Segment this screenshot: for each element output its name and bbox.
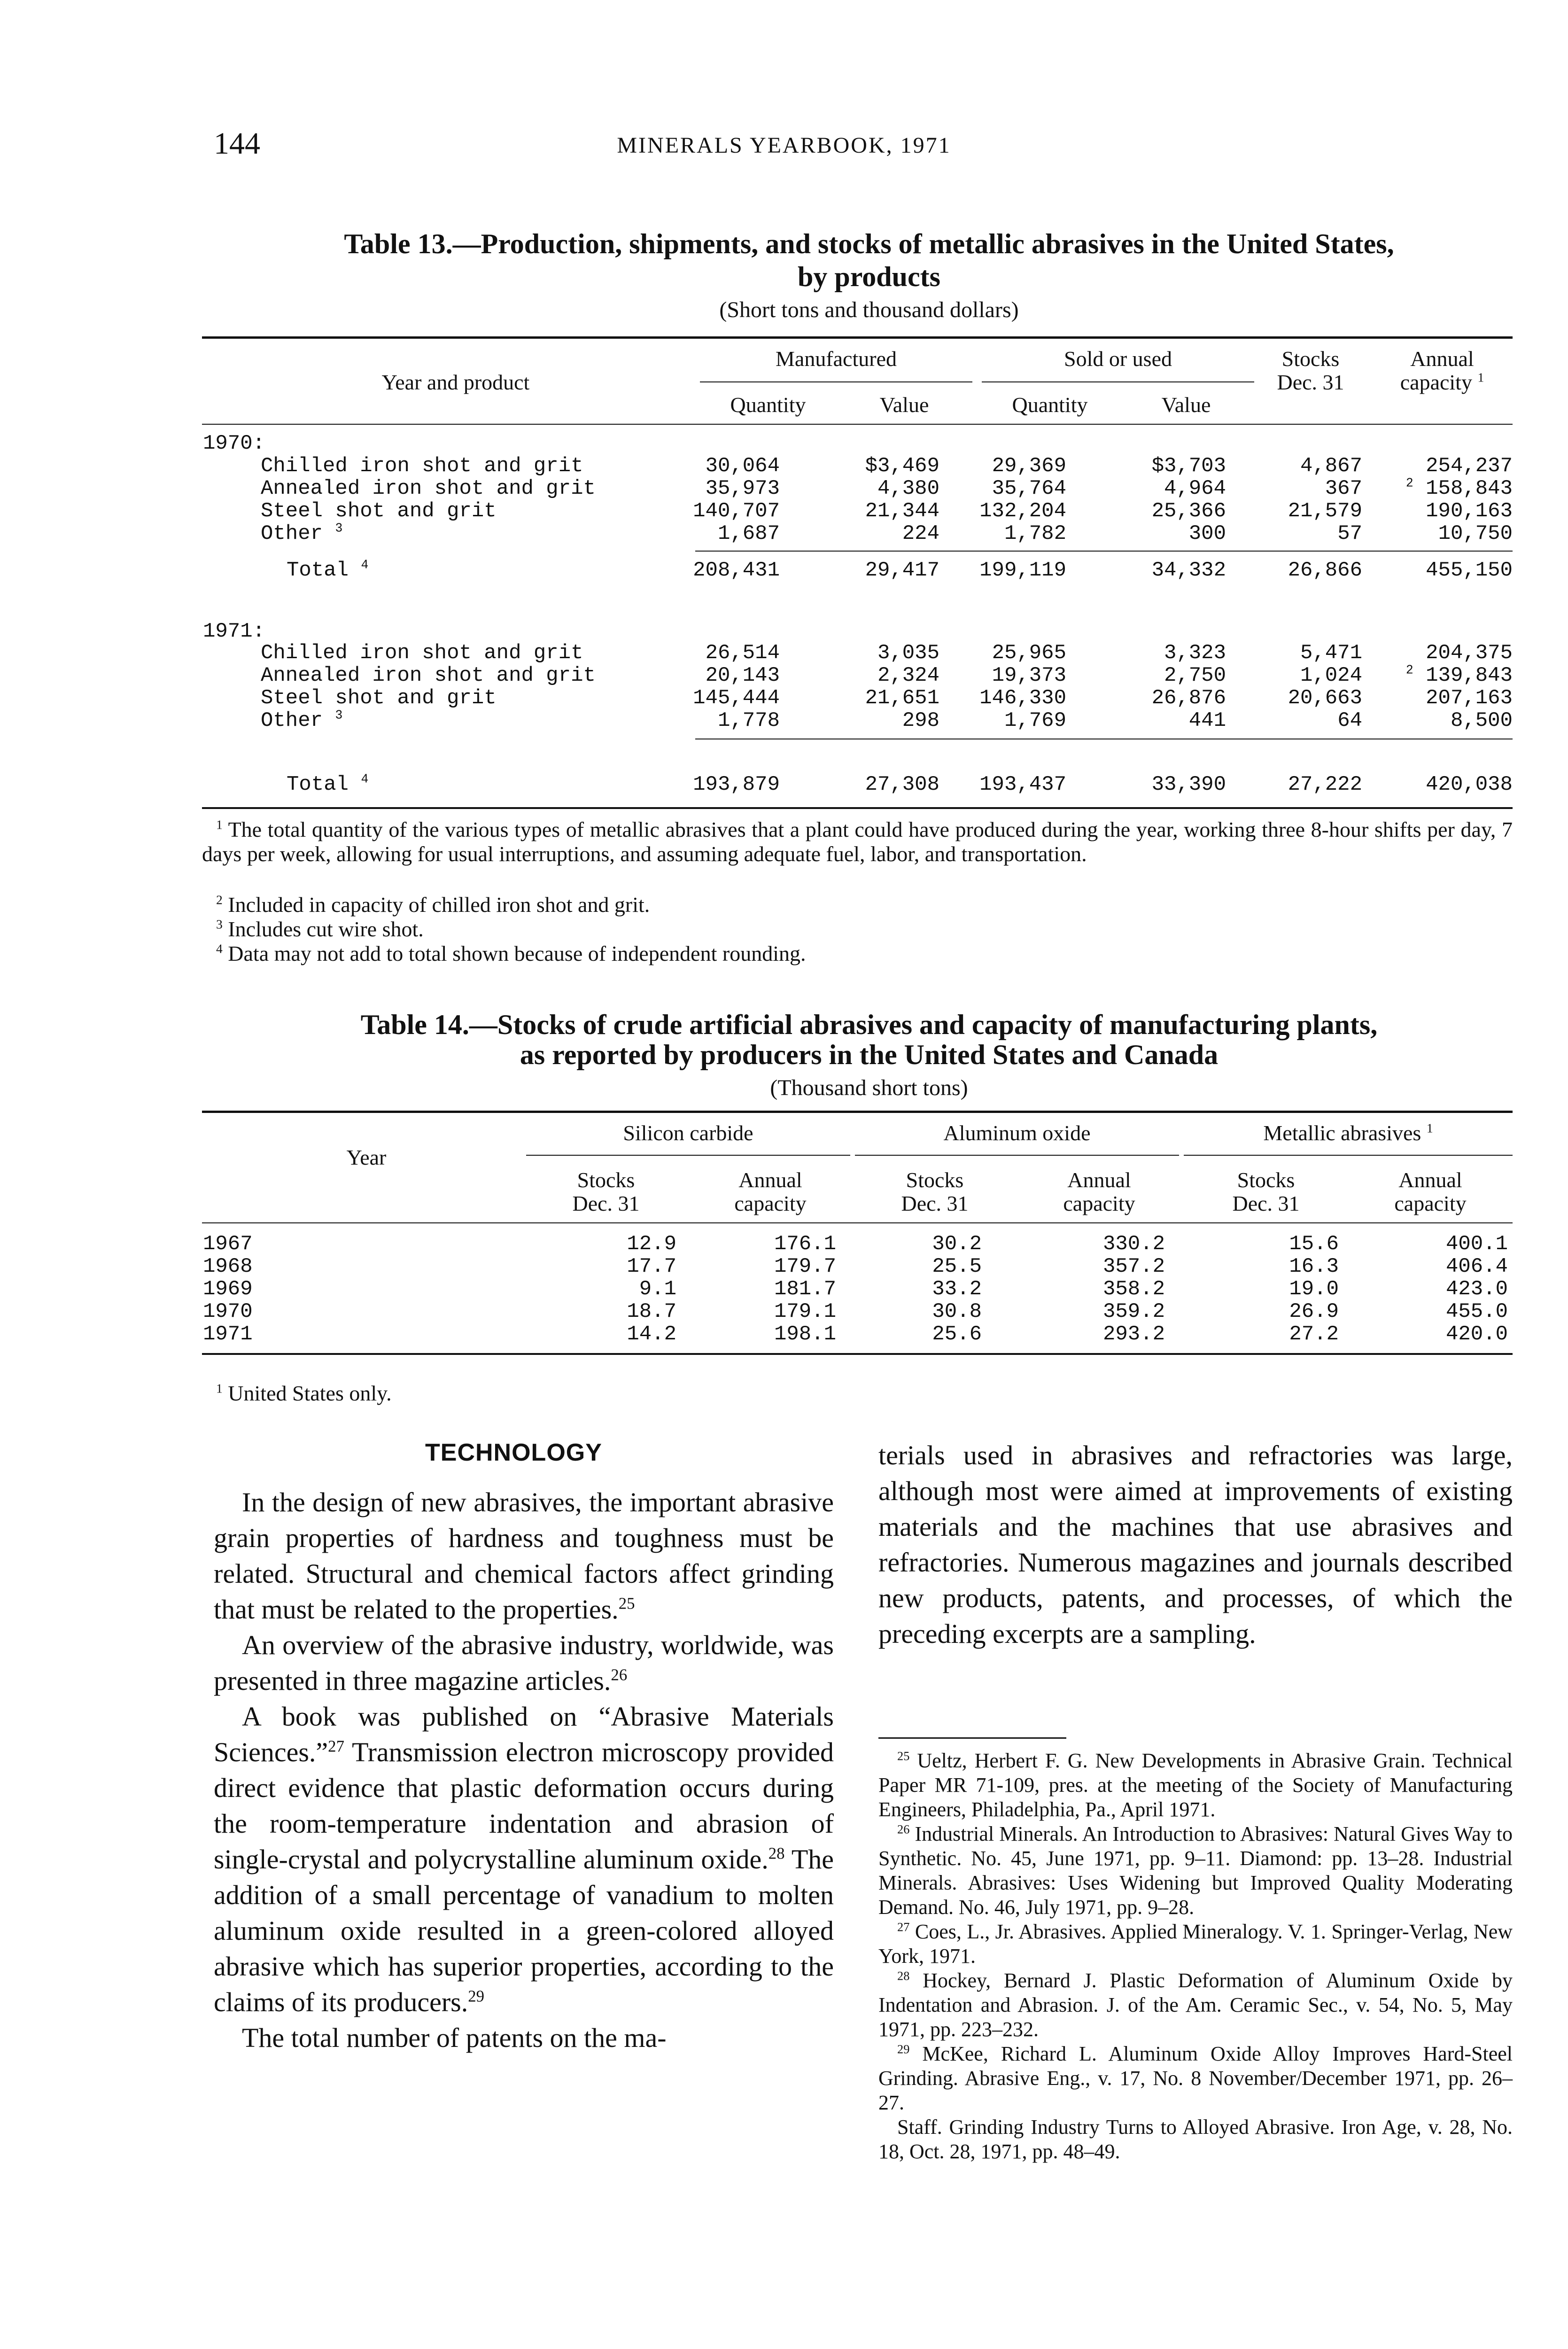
table14-ma-rule: [1184, 1155, 1513, 1156]
table14-header-ao-stocks-date: Dec. 31: [901, 1191, 969, 1215]
cell: 146,330: [979, 686, 1066, 710]
cell-value: 10,750: [1438, 522, 1513, 545]
footnote-ref: 4: [361, 772, 369, 786]
table13-subtotal-rule-1970: [695, 551, 1513, 552]
cell: 57: [1337, 522, 1362, 545]
cell: 2,324: [877, 664, 939, 687]
cell: 29,369: [992, 454, 1066, 478]
cell: 12.9: [627, 1232, 676, 1256]
cell: 193,437: [979, 773, 1066, 796]
footnote-ref: 3: [335, 708, 343, 723]
cell: 357.2: [1102, 1255, 1165, 1278]
cell: 441: [1188, 709, 1226, 732]
cell: 18.7: [627, 1300, 676, 1323]
table13-top-rule: [202, 336, 1513, 339]
table13-title-line1: Table 13.—Production, shipments, and stocks of metallic abrasives in the United States,: [344, 228, 1394, 259]
table13-header-m-value: Value: [879, 393, 929, 417]
footnote-text: The total quantity of the various types of metallic abrasives that a plant could have produced during the year, working three 8-hour shifts per day, 7 days per week, allowing for usual interruptions, and assuming adequate fuel, labor, and transportation.: [202, 817, 1513, 866]
cell: [1390, 477, 1513, 500]
cell: 30.8: [932, 1300, 982, 1323]
row-label: 1967: [203, 1232, 253, 1256]
row-label: Annealed iron shot and grit: [261, 477, 596, 500]
footnote-text: Included in capacity of chilled iron shot and grit.: [228, 893, 650, 917]
cell: 179.1: [774, 1300, 836, 1323]
row-label: Chilled iron shot and grit: [261, 454, 583, 478]
cell: [1390, 500, 1513, 522]
footnote-text: Hockey, Bernard J. Plastic Deformation of Aluminum Oxide by Indentation and Abrasion. J. of the Am. Ceramic Sec., v. 54, No. 5, May 1971, pp. 223–232.: [878, 1969, 1513, 2041]
footnote-ref: 2: [1405, 476, 1413, 490]
cell: 420.0: [1445, 1322, 1508, 1346]
footnote-ref: 26: [611, 1665, 628, 1684]
table14-footnote: [216, 1381, 392, 1406]
cell: 30,064: [705, 454, 780, 478]
table14-ao-rule: [855, 1155, 1179, 1156]
paragraph-text: The addition of a small percentage of vanadium to molten aluminum oxide resulted in a green-colored alloyed abrasive which has superior properties, according to the claims of its producers.: [214, 1844, 834, 2017]
table13-header-annual-2: [1372, 371, 1513, 394]
cell: 3,035: [877, 641, 939, 665]
cell: 406.4: [1445, 1255, 1508, 1278]
technology-left-column: [214, 1485, 834, 2056]
table14-header-ma-stocks-date: Dec. 31: [1232, 1191, 1300, 1215]
cell: 33,390: [1151, 773, 1226, 796]
cell: 21,579: [1288, 499, 1362, 523]
table13-header-stocks-2: Dec. 31: [1277, 370, 1344, 394]
cell: 208,431: [693, 559, 780, 582]
cell: 19,373: [992, 664, 1066, 687]
table14-header-metallic: [1184, 1122, 1513, 1144]
cell: 30.2: [932, 1232, 982, 1256]
footnote: [878, 1822, 1513, 1920]
technology-footnotes: [878, 1749, 1513, 2164]
cell: 20,663: [1288, 686, 1362, 710]
paragraph-text: An overview of the abrasive industry, worldwide, was presented in three magazine articles.: [214, 1630, 834, 1696]
table14-header-aluminum-oxide: Aluminum oxide: [943, 1121, 1091, 1145]
cell-value: 8,500: [1450, 709, 1513, 732]
cell: 5,471: [1300, 641, 1362, 665]
cell: 9.1: [639, 1277, 676, 1301]
table13-title-line2: by products: [798, 261, 940, 292]
cell: 2,750: [1164, 664, 1226, 687]
footnote-text: Data may not add to total shown because of independent rounding.: [228, 941, 806, 965]
cell: 224: [902, 522, 939, 545]
cell: 330.2: [1102, 1232, 1165, 1256]
cell: 4,964: [1164, 477, 1226, 500]
technology-right-column: [878, 1438, 1513, 1652]
cell: 293.2: [1102, 1322, 1165, 1346]
footnote-ref: 25: [618, 1594, 635, 1613]
table14-top-rule: [202, 1111, 1513, 1113]
cell: 176.1: [774, 1232, 836, 1256]
cell: 455.0: [1445, 1300, 1508, 1323]
footnote-ref: 26: [897, 1822, 910, 1836]
row-label: Steel shot and grit: [261, 686, 497, 710]
table13-year-1971: 1971:: [203, 620, 265, 643]
footnote-ref: 2: [1405, 663, 1413, 677]
table13-header-manufactured: Manufactured: [776, 347, 897, 371]
cell: 1,769: [1004, 709, 1066, 732]
cell: 14.2: [627, 1322, 676, 1346]
cell: 25.6: [932, 1322, 982, 1346]
body-paragraph: [214, 2020, 834, 2056]
table13-footnote-3: [202, 917, 1513, 941]
row-label: 1970: [203, 1300, 253, 1323]
cell: [1390, 642, 1513, 664]
table14-bottom-rule: [202, 1353, 1513, 1355]
footnote-ref: 28: [897, 1968, 910, 1983]
table13-header-m-quantity: Quantity: [730, 393, 806, 417]
paragraph-text: A book was published on “Abrasive Materials Sciences.”: [214, 1701, 834, 1767]
cell: 420,038: [1426, 773, 1513, 796]
row-label: Annealed iron shot and grit: [261, 664, 596, 687]
table14-sc-rule: [526, 1155, 850, 1156]
footnote-text: McKee, Richard L. Aluminum Oxide Alloy Improves Hard-Steel Grinding. Abrasive Eng., v. 17, No. 8 November/December 1971, pp. 26–27.: [878, 2042, 1513, 2114]
cell: 193,879: [693, 773, 780, 796]
cell: 26,876: [1151, 686, 1226, 710]
footnote-separator: [878, 1737, 1066, 1739]
cell: 367: [1325, 477, 1362, 500]
cell: 27,222: [1288, 773, 1362, 796]
table13-header-s-quantity: Quantity: [1012, 393, 1088, 417]
cell-value: 139,843: [1426, 664, 1513, 687]
table13-year-1970: 1970:: [203, 432, 265, 455]
footnote-text: Ueltz, Herbert F. G. New Developments in Abrasive Grain. Technical Paper MR 71-109, pres. at the meeting of the Society of Manufacturing Engineers, Philadelphia, Pa., April 1971.: [878, 1749, 1513, 1821]
table14-header-sc-annual: Annual: [738, 1168, 802, 1192]
footnote-ref: 27: [897, 1920, 910, 1934]
paragraph-text: The total number of patents on the ma-: [242, 2022, 667, 2053]
footnote-ref: 1: [1426, 1120, 1433, 1136]
cell: 27,308: [865, 773, 939, 796]
cell: 25,965: [992, 641, 1066, 665]
table13-header-s-value: Value: [1161, 393, 1211, 417]
footnote-ref: 4: [361, 558, 369, 572]
table14-header-sc-capacity: capacity: [734, 1191, 807, 1215]
paragraph-text: In the design of new abrasives, the important abrasive grain properties of hardness and toughness must be related. Structural and chemical factors affect grinding that must be related to the properties.: [214, 1487, 834, 1625]
cell: 3,323: [1164, 641, 1226, 665]
table14-subtitle: (Thousand short tons): [770, 1075, 968, 1100]
row-label: [287, 773, 368, 796]
page-number: 144: [214, 126, 260, 161]
table13-subtitle: (Short tons and thousand dollars): [719, 297, 1019, 322]
table14-title-line1: Table 14.—Stocks of crude artificial abrasives and capacity of manufacturing plants,: [360, 1009, 1378, 1040]
cell: 20,143: [705, 664, 780, 687]
table13-footnote-1: [202, 817, 1513, 866]
footnote: [878, 2115, 1513, 2164]
row-label: Chilled iron shot and grit: [261, 641, 583, 665]
cell: 35,973: [705, 477, 780, 500]
running-head: MINERALS YEARBOOK, 1971: [617, 133, 951, 158]
cell: 34,332: [1151, 559, 1226, 582]
footnote-ref: 4: [216, 941, 223, 956]
cell-value: 207,163: [1426, 686, 1513, 710]
cell: 179.7: [774, 1255, 836, 1278]
table13-header-year-product: Year and product: [381, 370, 530, 394]
body-paragraph: [214, 1627, 834, 1699]
footnote-ref: 1: [216, 817, 223, 832]
cell: [1390, 522, 1513, 545]
cell: 140,707: [693, 499, 780, 523]
footnote-ref: 3: [335, 521, 343, 536]
cell: 35,764: [992, 477, 1066, 500]
cell: $3,703: [1151, 454, 1226, 478]
footnote: [878, 2042, 1513, 2115]
cell: 29,417: [865, 559, 939, 582]
cell: [1390, 709, 1513, 732]
cell: 27.2: [1289, 1322, 1339, 1346]
table14-header-ao-annual: Annual: [1067, 1168, 1131, 1192]
table14-header-metallic-text: Metallic abrasives: [1263, 1121, 1421, 1145]
cell: 26,866: [1288, 559, 1362, 582]
table14-header-rule: [202, 1222, 1513, 1223]
row-label-text: Other: [261, 522, 323, 545]
cell: [1390, 687, 1513, 709]
table13-manufactured-rule: [700, 381, 972, 382]
footnote-ref: 2: [216, 892, 223, 907]
cell: 400.1: [1445, 1232, 1508, 1256]
body-paragraph-continued: terials used in abrasives and refractories was large, although most were aimed at improvements of existing materials and the machines that use abrasives and refractories. Numerous magazines and journals described new products, patents, and processes, of which the preceding excerpts are a sampling.: [878, 1440, 1513, 1649]
row-label-text: Other: [261, 709, 323, 732]
body-paragraph: [214, 1485, 834, 1627]
footnote: [878, 1920, 1513, 1968]
cell: 359.2: [1102, 1300, 1165, 1323]
cell: 199,119: [979, 559, 1066, 582]
footnote-ref: 1: [216, 1381, 223, 1396]
footnote-text: Staff. Grinding Industry Turns to Alloyed Abrasive. Iron Age, v. 28, No. 18, Oct. 28, 1971, pp. 48–49.: [878, 2116, 1513, 2163]
table14-header-ao-stocks: Stocks: [906, 1168, 964, 1192]
cell-value: 158,843: [1426, 477, 1513, 500]
footnote-text: Includes cut wire shot.: [228, 917, 424, 941]
cell: $3,469: [865, 454, 939, 478]
cell: 4,380: [877, 477, 939, 500]
row-label: Steel shot and grit: [261, 499, 497, 523]
footnote-ref: 1: [1477, 370, 1484, 385]
row-label: [261, 522, 342, 545]
cell: 1,687: [717, 522, 780, 545]
cell: 64: [1337, 709, 1362, 732]
cell: 1,778: [717, 709, 780, 732]
table13-footnote-2: [202, 893, 1513, 917]
cell: [1390, 664, 1513, 687]
cell: 25,366: [1151, 499, 1226, 523]
cell: 181.7: [774, 1277, 836, 1301]
table14-header-year: Year: [346, 1145, 387, 1169]
table13-header-rule: [202, 424, 1513, 425]
cell-value: 204,375: [1426, 641, 1513, 665]
cell: 21,651: [865, 686, 939, 710]
cell: 145,444: [693, 686, 780, 710]
cell: 358.2: [1102, 1277, 1165, 1301]
row-label: [287, 559, 368, 582]
cell: 26.9: [1289, 1300, 1339, 1323]
table13-header-sold-used: Sold or used: [1064, 347, 1172, 371]
table13-header-annual-1: Annual: [1410, 347, 1474, 371]
cell: 19.0: [1289, 1277, 1339, 1301]
cell: 17.7: [627, 1255, 676, 1278]
table14-header-silicon-carbide: Silicon carbide: [623, 1121, 753, 1145]
table14-header-sc-stocks: Stocks: [577, 1168, 635, 1192]
cell-value: 254,237: [1426, 454, 1513, 478]
cell: 33.2: [932, 1277, 982, 1301]
body-paragraph: [214, 1699, 834, 2020]
cell: 25.5: [932, 1255, 982, 1278]
footnote-ref: 27: [328, 1737, 344, 1756]
cell: 1,024: [1300, 664, 1362, 687]
cell: 300: [1188, 522, 1226, 545]
footnote-text: United States only.: [228, 1381, 392, 1405]
section-heading-technology: TECHNOLOGY: [425, 1439, 602, 1466]
table13-header-stocks-1: Stocks: [1281, 347, 1340, 371]
row-label-text: Total: [287, 559, 349, 582]
row-label: 1971: [203, 1322, 253, 1346]
paragraph-text: Transmission electron microscopy provided direct evidence that plastic deformation occurs during the room-temperature indentation and abrasion of single-crystal and polycrystalline aluminum oxide.: [214, 1737, 834, 1875]
cell: 26,514: [705, 641, 780, 665]
cell: 21,344: [865, 499, 939, 523]
table14-title-line2: as reported by producers in the United States and Canada: [520, 1039, 1219, 1070]
cell-value: 190,163: [1426, 499, 1513, 523]
table13-sold-used-rule: [982, 381, 1254, 382]
row-label-text: Total: [287, 773, 349, 796]
table14-header-ma-capacity: capacity: [1394, 1191, 1467, 1215]
cell: 423.0: [1445, 1277, 1508, 1301]
cell: 198.1: [774, 1322, 836, 1346]
table14-header-ma-stocks: Stocks: [1237, 1168, 1295, 1192]
table13-header-annual-text: capacity: [1400, 370, 1472, 394]
footnote-ref: 3: [216, 917, 223, 932]
footnote: [878, 1749, 1513, 1822]
cell: 1,782: [1004, 522, 1066, 545]
cell: 15.6: [1289, 1232, 1339, 1256]
footnote: [878, 1968, 1513, 2042]
cell: 298: [902, 709, 939, 732]
footnote-text: Industrial Minerals. An Introduction to Abrasives: Natural Gives Way to Synthetic. No. 45, June 1971, pp. 9–11. Diamond: pp. 13–28. Industrial Minerals. Abrasives: Uses Widening but Improved Quality Moderating Demand. No. 46, July 1971, pp. 9–28.: [878, 1822, 1513, 1919]
row-label: 1968: [203, 1255, 253, 1278]
footnote-text: Coes, L., Jr. Abrasives. Applied Mineralogy. V. 1. Springer-Verlag, New York, 1971.: [878, 1920, 1513, 1968]
table14-header-sc-stocks-date: Dec. 31: [572, 1191, 640, 1215]
cell: 4,867: [1300, 454, 1362, 478]
cell: [1390, 455, 1513, 477]
table14-header-ao-capacity: capacity: [1063, 1191, 1135, 1215]
footnote-ref: 28: [768, 1844, 785, 1863]
table13-footnote-4: [202, 941, 1513, 966]
cell: 132,204: [979, 499, 1066, 523]
footnote-ref: 25: [897, 1749, 910, 1763]
cell: 455,150: [1426, 559, 1513, 582]
row-label: 1969: [203, 1277, 253, 1301]
table13-bottom-rule: [202, 807, 1513, 809]
row-label: [261, 709, 342, 732]
table14-header-ma-annual: Annual: [1398, 1168, 1462, 1192]
footnote-ref: 29: [897, 2042, 910, 2056]
cell: 16.3: [1289, 1255, 1339, 1278]
footnote-ref: 29: [468, 1987, 484, 2006]
